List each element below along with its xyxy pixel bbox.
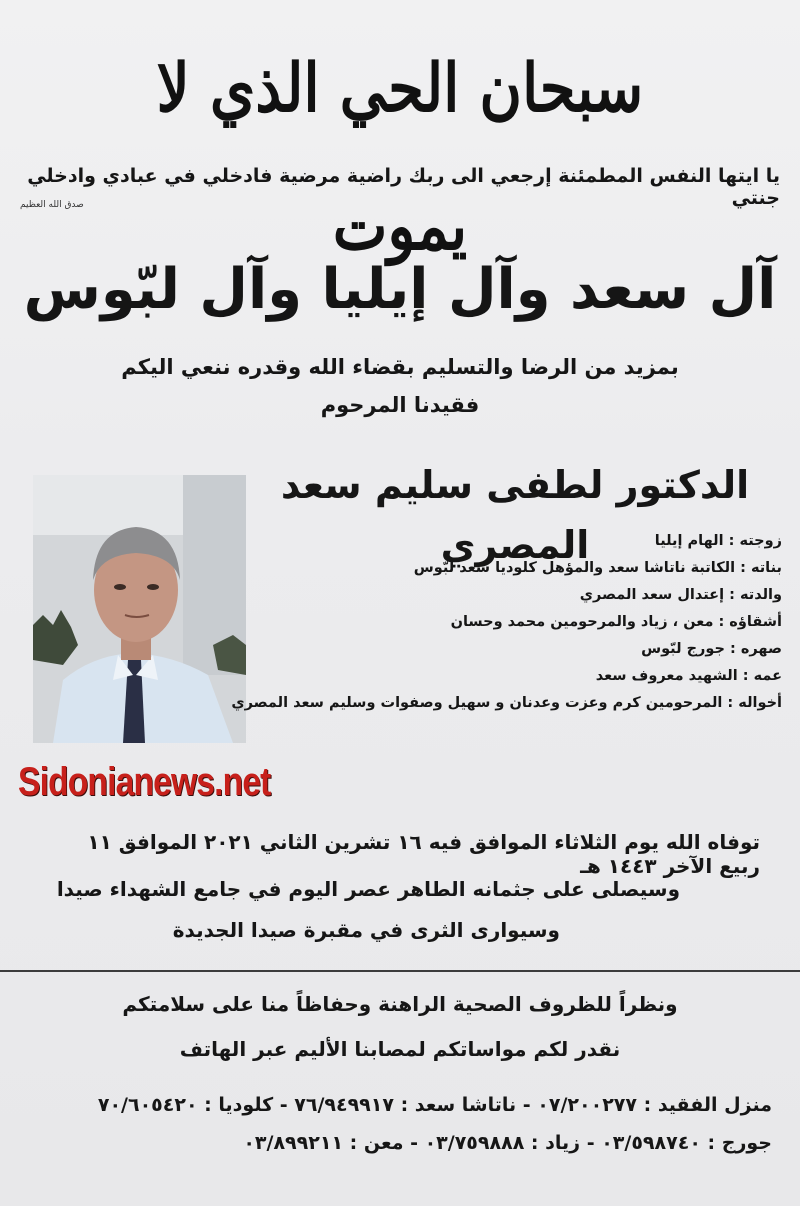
intro-line-2: فقيدنا المرحوم xyxy=(320,393,480,417)
phone-numbers-line-2: جورج : ٠٣/٥٩٨٧٤٠ - زياد : ٠٣/٧٥٩٨٨٨ - معن : ٠٣/٨٩٩٢١١ xyxy=(243,1132,772,1154)
relative-wife: زوجته : الهام إيليا xyxy=(654,533,782,549)
relative-brothers: أشقاؤه : معن ، زياد والمرحومين محمد وحسان xyxy=(450,614,782,630)
relative-uncle: عمه : الشهيد معروف سعد xyxy=(595,668,782,684)
quran-verse: يا ايتها النفس المطمئنة إرجعي الى ربك راضية مرضية فادخلي في عبادي وادخلي جنتي xyxy=(27,165,780,209)
relative-son-in-law: صهره : جورج لبّوس xyxy=(641,641,782,657)
burial-line: وسيوارى الثرى في مقبرة صيدا الجديدة xyxy=(172,918,560,942)
phone-numbers-line-1: منزل الفقيد : ٠٧/٢٠٠٢٧٧ - ناتاشا سعد : ٧٦/٩٤٩٩١٧ - كلوديا : ٧٠/٦٠٥٤٢٠ xyxy=(97,1094,772,1116)
relative-maternal-uncles: أخواله : المرحومين كرم وعزت وعدنان و سهيل وصفوات وسليم سعد المصري xyxy=(231,695,782,711)
deceased-name: الدكتور لطفى سليم سعد المصري xyxy=(280,463,750,567)
intro-line-1: بمزيد من الرضا والتسليم بقضاء الله وقدره ننعي اليكم xyxy=(121,355,679,379)
deceased-portrait-photo xyxy=(33,475,246,743)
verse-source: صدق الله العظيم xyxy=(20,200,84,210)
relative-mother: والدته : إعتدال سعد المصري xyxy=(579,587,782,603)
family-names-heading: آل سعد وآل إيليا وآل لبّوس xyxy=(23,257,777,322)
calligraphy-header: سبحان الحي الذي لا يموت xyxy=(156,48,644,266)
relative-daughters: بناته : الكاتبة ناتاشا سعد والمؤهل كلوديا سعد لبّوس xyxy=(413,560,782,576)
relatives-list xyxy=(231,528,782,717)
funeral-prayer-line: وسيصلى على جثمانه الطاهر عصر اليوم في جامع الشهداء صيدا xyxy=(56,877,680,901)
divider-line xyxy=(0,970,800,972)
site-watermark: Sidonianews.net xyxy=(18,760,271,804)
condolence-notice-line-1: ونظراً للظروف الصحية الراهنة وحفاظاً منا على سلامتكم xyxy=(122,992,678,1016)
condolence-notice-line-2: نقدر لكم مواساتكم لمصابنا الأليم عبر الهاتف xyxy=(179,1037,621,1061)
death-date-line: توفاه الله يوم الثلاثاء الموافق فيه ١٦ تشرين الثاني ٢٠٢١ الموافق ١١ ربيع الآخر ١٤٤٣ هـ xyxy=(87,830,760,878)
